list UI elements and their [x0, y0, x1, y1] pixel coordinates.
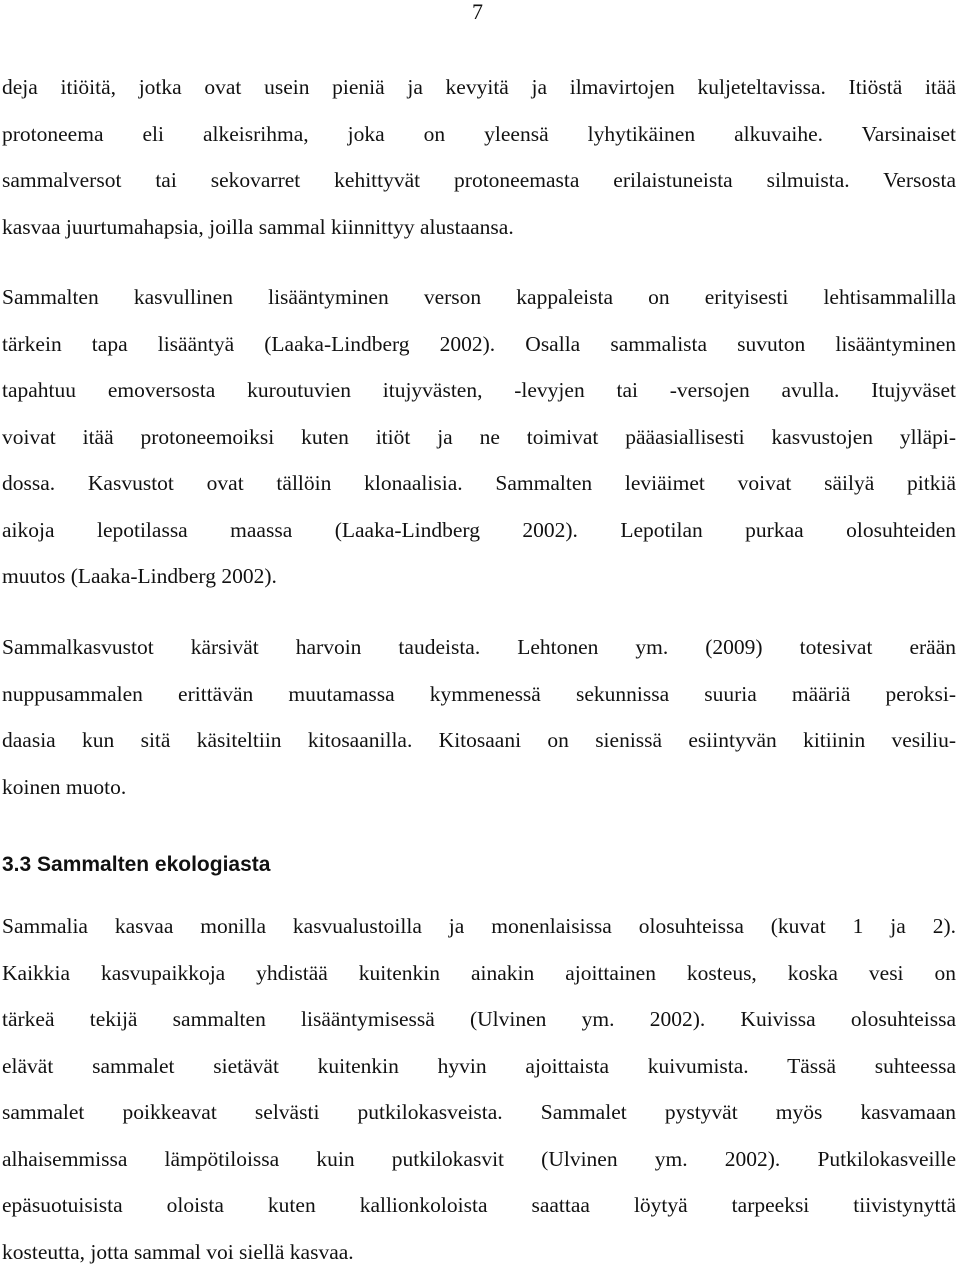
paragraph-line: protoneema eli alkeisrihma, joka on yleensä lyhytikäinen alkuvaihe. Varsinaiset [2, 119, 956, 166]
section-paragraph [2, 911, 956, 1283]
paragraph-2 [2, 282, 956, 608]
paragraph-line: Sammalia kasvaa monilla kasvualustoilla ja monenlaisissa olosuhteissa (kuvat 1 ja 2). [2, 911, 956, 958]
paragraph-line: epäsuotuisista oloista kuten kallionkoloista saattaa löytyä tarpeeksi tiivistynyttä [2, 1190, 956, 1237]
paragraph-line: muutos (Laaka-Lindberg 2002). [2, 561, 956, 608]
paragraph-line: kosteutta, jotta sammal voi siellä kasvaa. [2, 1237, 956, 1283]
paragraph-line: sammalversot tai sekovarret kehittyvät protoneemasta erilaistuneista silmuista. Versosta [2, 165, 956, 212]
paragraph-line: tärkein tapa lisääntyä (Laaka-Lindberg 2002). Osalla sammalista suvuton lisääntyminen [2, 329, 956, 376]
paragraph-line: nuppusammalen erittävän muutamassa kymmenessä sekunnissa suuria määriä peroksi- [2, 679, 956, 726]
paragraph-line: voivat itää protoneemoiksi kuten itiöt ja ne toimivat pääasiallisesti kasvustojen ylläpi- [2, 422, 956, 469]
paragraph-line: tärkeä tekijä sammalten lisääntymisessä (Ulvinen ym. 2002). Kuivissa olosuhteissa [2, 1004, 956, 1051]
paragraph-line: kasvaa juurtumahapsia, joilla sammal kiinnittyy alustaansa. [2, 212, 956, 259]
paragraph-line: alhaisemmissa lämpötiloissa kuin putkilokasvit (Ulvinen ym. 2002). Putkilokasveille [2, 1144, 956, 1191]
paragraph-line: elävät sammalet sietävät kuitenkin hyvin ajoittaista kuivumista. Tässä suhteessa [2, 1051, 956, 1098]
paragraph-line: deja itiöitä, jotka ovat usein pieniä ja kevyitä ja ilmavirtojen kuljeteltavissa. Itiöstä itää [2, 72, 956, 119]
paragraph-line: sammalet poikkeavat selvästi putkilokasveista. Sammalet pystyvät myös kasvamaan [2, 1097, 956, 1144]
paragraph-line: Sammalten kasvullinen lisääntyminen verson kappaleista on erityisesti lehtisammalilla [2, 282, 956, 329]
paragraph-line: daasia kun sitä käsiteltiin kitosaanilla. Kitosaani on sienissä esiintyvän kitiinin vesiliu- [2, 725, 956, 772]
paragraph-line: aikoja lepotilassa maassa (Laaka-Lindberg 2002). Lepotilan purkaa olosuhteiden [2, 515, 956, 562]
paragraph-1 [2, 72, 956, 258]
paragraph-line: Sammalkasvustot kärsivät harvoin taudeista. Lehtonen ym. (2009) totesivat erään [2, 632, 956, 679]
paragraph-line: Kaikkia kasvupaikkoja yhdistää kuitenkin ainakin ajoittainen kosteus, koska vesi on [2, 958, 956, 1005]
paragraph-line: dossa. Kasvustot ovat tällöin klonaalisia. Sammalten leviäimet voivat säilyä pitkiä [2, 468, 956, 515]
section-heading: 3.3 Sammalten ekologiasta [2, 850, 270, 880]
paragraph-line: koinen muoto. [2, 772, 956, 819]
paragraph-3 [2, 632, 956, 818]
paragraph-line: tapahtuu emoversosta kuroutuvien itujyvästen, -levyjen tai -versojen avulla. Itujyväset [2, 375, 956, 422]
page-number: 7 [472, 0, 483, 24]
